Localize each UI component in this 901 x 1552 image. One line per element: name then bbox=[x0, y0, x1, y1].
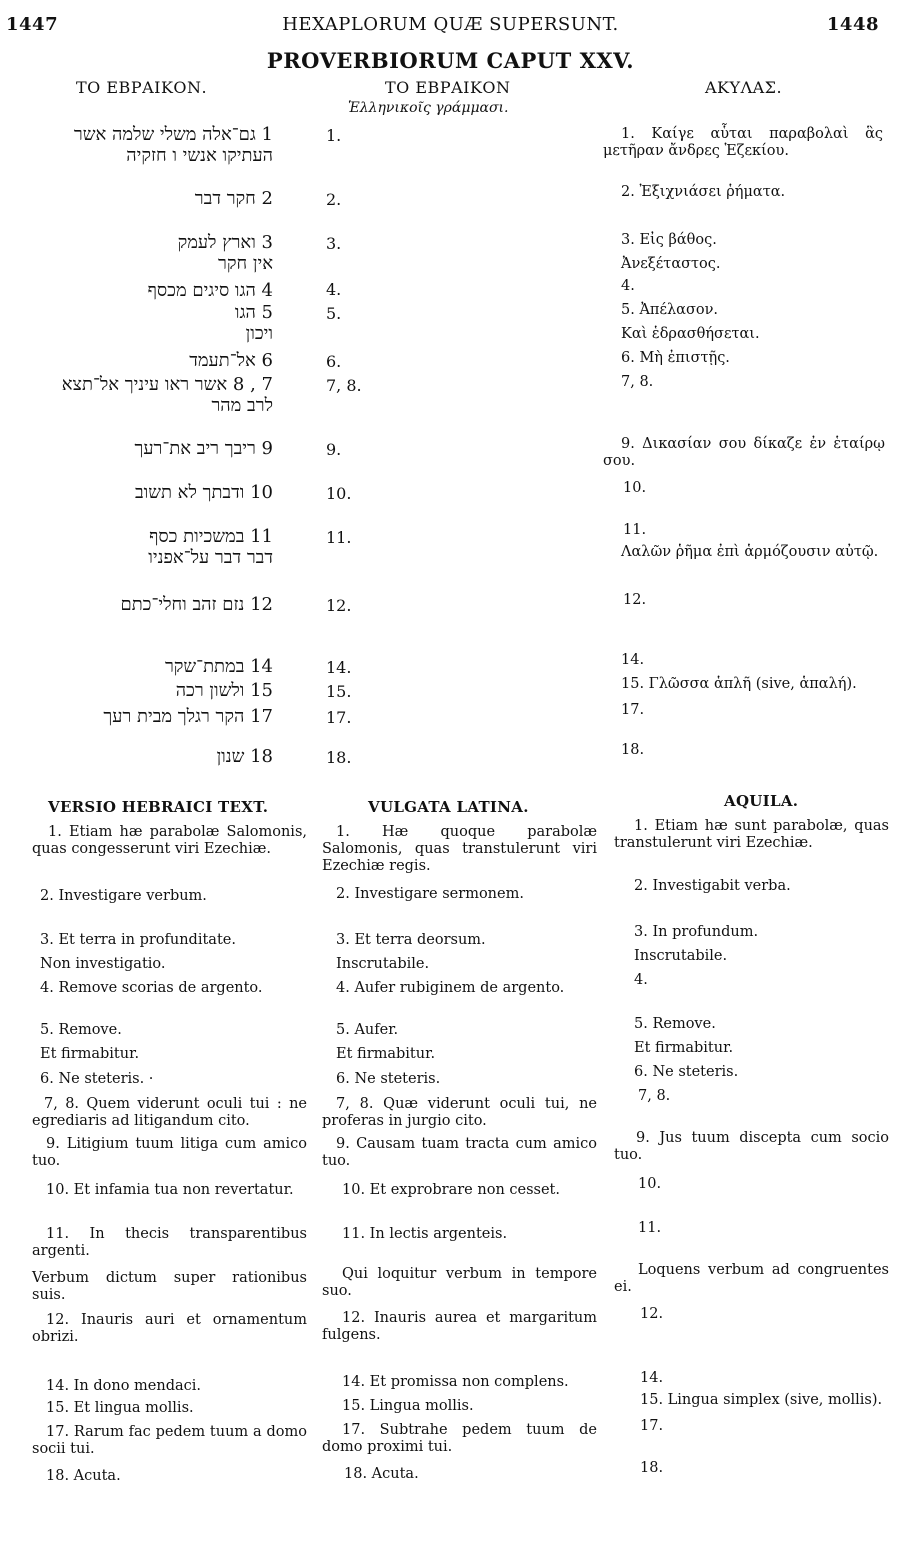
aquila-latin-verse: Inscrutabile. bbox=[634, 948, 728, 964]
versio-verse: 17. Rarum fac pedem tuum a domo socii tui. bbox=[32, 1424, 307, 1457]
vulgata-verse: 15. Lingua mollis. bbox=[342, 1398, 474, 1414]
versio-verse: 2. Investigare verbum. bbox=[40, 888, 207, 904]
aquila-greek-verse: 6. Μὴ ἐπιστῇς. bbox=[621, 350, 730, 366]
verse-number: 18. bbox=[326, 748, 352, 767]
chapter-title: PROVERBIORUM CAPUT XXV. bbox=[266, 48, 635, 73]
vulgata-verse: 3. Et terra deorsum. bbox=[336, 932, 486, 948]
vulgata-verse: 9. Causam tuam tracta cum amico tuo. bbox=[322, 1136, 597, 1169]
versio-verse: Verbum dictum super rationibus suis. bbox=[32, 1270, 307, 1303]
vulgata-verse: 10. Et exprobrare non cesset. bbox=[342, 1182, 560, 1198]
versio-verse: 18. Acuta. bbox=[46, 1468, 121, 1484]
verse-number: 2. bbox=[326, 190, 342, 209]
aquila-greek-verse: 5. Ἀπέλασον. bbox=[621, 302, 718, 318]
verse-number: 12. bbox=[326, 596, 352, 615]
hebrew-verse: 18 שנון bbox=[216, 746, 273, 767]
aquila-greek-verse: 1. Καίγε αὗται παραβολαὶ ἃς μετῆραν ἄνδρες Ἑζεκίου. bbox=[603, 126, 883, 159]
vulgata-verse: Qui loquitur verbum in tempore suo. bbox=[322, 1266, 597, 1299]
hebrew-verse: 2 חקר דבר bbox=[194, 188, 273, 209]
verse-number: 3. bbox=[326, 234, 342, 253]
verse-number: 17. bbox=[326, 708, 352, 727]
hebrew-verse: 15 ולשון רכה bbox=[175, 680, 273, 701]
vulgata-verse: 5. Aufer. bbox=[336, 1022, 399, 1038]
aquila-greek-verse: 12. bbox=[623, 592, 647, 608]
verse-number: 7, 8. bbox=[326, 376, 362, 395]
vulgata-verse: 1. Hæ quoque parabolæ Salomonis, quas transtulerunt viri Ezechiæ regis. bbox=[322, 824, 597, 874]
vulgata-column-title: VULGATA LATINA. bbox=[368, 798, 529, 816]
aquila-latin-verse: 4. bbox=[634, 972, 648, 988]
aquila-greek-verse: Λαλῶν ῥῆμα ἐπὶ ἁρμόζουσιν αὐτῷ. bbox=[621, 544, 879, 560]
aquila-greek-verse: 15. Γλῶσσα ἁπλῆ (sive, ἁπαλή). bbox=[621, 676, 857, 692]
hebrew-verse: 3 וארץ לעמק אין חקר bbox=[177, 232, 273, 274]
vulgata-verse: Inscrutabile. bbox=[336, 956, 430, 972]
vulgata-verse: 2. Investigare sermonem. bbox=[336, 886, 524, 902]
aquila-latin-verse: 7, 8. bbox=[638, 1088, 671, 1104]
aquila-latin-verse: 14. bbox=[640, 1370, 664, 1386]
aquila-latin-verse: 1. Etiam hæ sunt parabolæ, quas transtulerunt viri Ezechiæ. bbox=[614, 818, 889, 851]
hebrew-verse: 9 ריבך ריב את־רעך bbox=[134, 438, 273, 459]
verse-number: 1. bbox=[326, 126, 342, 145]
hebrew-column-title: ΤΟ ΕΒΡΑΙΚΟΝ. bbox=[76, 78, 208, 97]
aquila-latin-column-title: AQUILA. bbox=[724, 792, 799, 810]
vulgata-verse: 18. Acuta. bbox=[344, 1466, 419, 1482]
verse-number: 4. bbox=[326, 280, 342, 299]
hebrew-verse: 5 הגו ויכון bbox=[234, 302, 273, 344]
aquila-latin-verse: 11. bbox=[638, 1220, 662, 1236]
versio-verse: 9. Litigium tuum litiga cum amico tuo. bbox=[32, 1136, 307, 1169]
versio-verse: 6. Ne steteris. · bbox=[40, 1071, 154, 1087]
hebrew-verse: 10 ודבתך לא תשוב bbox=[134, 482, 273, 503]
versio-verse: 10. Et infamia tua non revertatur. bbox=[46, 1182, 294, 1198]
versio-verse: 12. Inauris auri et ornamentum obrizi. bbox=[32, 1312, 307, 1345]
hebrew-verse: 7 , 8 אשר ראו עיניך אל־תצא לרב מהר bbox=[61, 374, 273, 416]
verse-number: 6. bbox=[326, 352, 342, 371]
vulgata-verse: Et firmabitur. bbox=[336, 1046, 436, 1062]
aquila-greek-verse: Ἀνεξέταστος. bbox=[621, 256, 721, 272]
vulgata-verse: 11. In lectis argenteis. bbox=[342, 1226, 508, 1242]
aquila-latin-verse: 9. Jus tuum discepta cum socio tuo. bbox=[614, 1130, 889, 1163]
aquila-greek-verse: 18. bbox=[621, 742, 645, 758]
verse-number: 14. bbox=[326, 658, 352, 677]
versio-verse: 14. In dono mendaci. bbox=[46, 1378, 201, 1394]
aquila-latin-verse: 17. bbox=[640, 1418, 664, 1434]
aquila-latin-verse: 5. Remove. bbox=[634, 1016, 716, 1032]
versio-verse: Non investigatio. bbox=[40, 956, 166, 972]
versio-verse: 1. Etiam hæ parabolæ Salomonis, quas congesserunt viri Ezechiæ. bbox=[32, 824, 307, 857]
versio-column-title: VERSIO HEBRAICI TEXT. bbox=[48, 798, 269, 816]
aquila-latin-verse: 2. Investigabit verba. bbox=[634, 878, 791, 894]
page-number-left: 1447 bbox=[6, 14, 59, 35]
aquila-greek-verse: 14. bbox=[621, 652, 645, 668]
vulgata-verse: 17. Subtrahe pedem tuum de domo proximi tui. bbox=[322, 1422, 597, 1455]
hebrew-verse: 11 במשכיות כסף דבר דבר על־אפניו bbox=[148, 526, 273, 568]
aquila-latin-verse: Loquens verbum ad congruentes ei. bbox=[614, 1262, 889, 1295]
aquila-latin-verse: Et firmabitur. bbox=[634, 1040, 734, 1056]
verse-number: 9. bbox=[326, 440, 342, 459]
versio-verse: 15. Et lingua mollis. bbox=[46, 1400, 194, 1416]
hebrew-verse: 17 הקר רגלך מבית רעך bbox=[103, 706, 273, 727]
verse-number: 10. bbox=[326, 484, 352, 503]
aquila-greek-verse: 2. Ἐξιχνιάσει ῥήματα. bbox=[621, 184, 786, 200]
transliteration-column-title: ΤΟ ΕΒΡΑΙΚΟΝ bbox=[385, 78, 511, 97]
verse-number: 15. bbox=[326, 682, 352, 701]
vulgata-verse: 7, 8. Quæ viderunt oculi tui, ne proferas in jurgio cito. bbox=[322, 1096, 597, 1129]
aquila-greek-verse: 17. bbox=[621, 702, 645, 718]
aquila-latin-verse: 6. Ne steteris. bbox=[634, 1064, 739, 1080]
aquila-latin-verse: 10. bbox=[638, 1176, 662, 1192]
aquila-greek-verse: Καὶ ἑδρασθήσεται. bbox=[621, 326, 760, 342]
aquila-latin-verse: 18. bbox=[640, 1460, 664, 1476]
vulgata-verse: 14. Et promissa non complens. bbox=[342, 1374, 569, 1390]
hebrew-verse: 1 גם־אלה משלי שלמה אשר העתיקו אנשי ו חזקיה bbox=[73, 124, 273, 166]
versio-verse: 11. In thecis transparentibus argenti. bbox=[32, 1226, 307, 1259]
vulgata-verse: 4. Aufer rubiginem de argento. bbox=[336, 980, 565, 996]
aquila-greek-verse: 7, 8. bbox=[621, 374, 654, 390]
transliteration-column-subtitle: Ἑλληνικοῖς γράμμασι. bbox=[348, 100, 509, 116]
aquila-latin-verse: 3. In profundum. bbox=[634, 924, 759, 940]
vulgata-verse: 12. Inauris aurea et margaritum fulgens. bbox=[322, 1310, 597, 1343]
hebrew-verse: 14 במתת־שקר bbox=[164, 656, 273, 677]
hebrew-verse: 6 אל־תעמד bbox=[189, 350, 273, 371]
verse-number: 11. bbox=[326, 528, 352, 547]
aquila-greek-verse: 11. bbox=[623, 522, 647, 538]
hebrew-verse: 4 הגו סיגים מכסף bbox=[147, 280, 273, 301]
aquila-greek-verse: 9. Δικασίαν σου δίκαζε ἐν ἑταίρῳ σου. bbox=[603, 436, 885, 469]
running-title: HEXAPLORUM QUÆ SUPERSUNT. bbox=[282, 14, 619, 35]
versio-verse: 4. Remove scorias de argento. bbox=[40, 980, 263, 996]
aquila-latin-verse: 15. Lingua simplex (sive, mollis). bbox=[640, 1392, 883, 1408]
versio-verse: 3. Et terra in profunditate. bbox=[40, 932, 236, 948]
verse-number: 5. bbox=[326, 304, 342, 323]
aquila-greek-verse: 10. bbox=[623, 480, 647, 496]
vulgata-verse: 6. Ne steteris. bbox=[336, 1071, 441, 1087]
aquila-latin-verse: 12. bbox=[640, 1306, 664, 1322]
aquila-greek-verse: 4. bbox=[621, 278, 635, 294]
page-number-right: 1448 bbox=[826, 14, 879, 35]
aquila-greek-column-title: ΑΚΥΛΑΣ. bbox=[705, 78, 783, 97]
versio-verse: 7, 8. Quem viderunt oculi tui : ne egrediaris ad litigandum cito. bbox=[32, 1096, 307, 1129]
hebrew-verse: 12 נזם זהב וחלי־כתם bbox=[120, 594, 273, 615]
aquila-greek-verse: 3. Εἰς βάθος. bbox=[621, 232, 717, 248]
versio-verse: Et firmabitur. bbox=[40, 1046, 140, 1062]
versio-verse: 5. Remove. bbox=[40, 1022, 122, 1038]
